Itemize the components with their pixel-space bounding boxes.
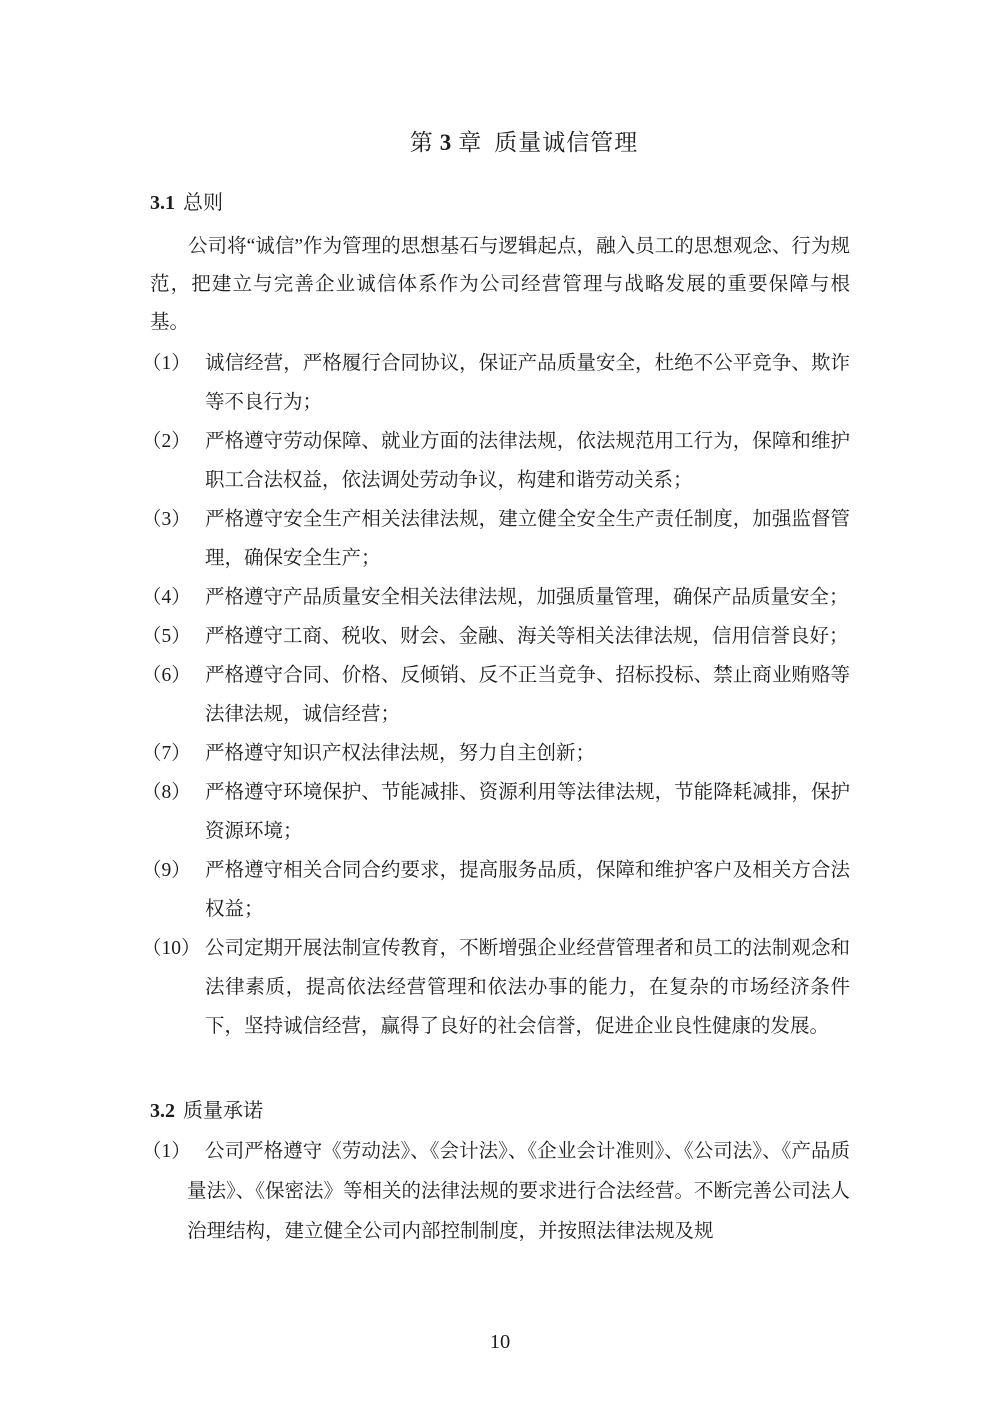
- item-number: （2）: [142, 431, 191, 452]
- section-number: 3.2: [150, 1100, 175, 1122]
- item-number: （10）: [142, 938, 201, 959]
- item-text: 严格遵守产品质量安全相关法律法规，加强质量管理，确保产品质量安全；: [205, 587, 849, 608]
- list-3-2: [142, 1132, 851, 1252]
- list-item: [142, 656, 850, 734]
- list-item: [142, 929, 850, 1046]
- list-3-1: [142, 344, 850, 1046]
- page-content: [142, 126, 851, 1357]
- section-title: 总则: [183, 192, 223, 214]
- item-text: 严格遵守合同、价格、反倾销、反不正当竞争、招标投标、禁止商业贿赂等法律法规，诚信经营；: [205, 665, 850, 725]
- item-number: （6）: [142, 665, 191, 686]
- item-text: 严格遵守环境保护、节能减排、资源利用等法律法规，节能降耗减排，保护资源环境；: [205, 782, 850, 842]
- section-title: 质量承诺: [183, 1100, 263, 1122]
- item-number: （5）: [142, 626, 191, 647]
- page-footer: [150, 1327, 850, 1357]
- chapter-title: [150, 126, 850, 160]
- item-number: （9）: [142, 860, 191, 881]
- section-number: 3.1: [150, 192, 175, 214]
- list-item: [142, 734, 850, 773]
- item-number: （7）: [142, 743, 191, 764]
- list-item: [142, 617, 850, 656]
- item-text: 公司定期开展法制宣传教育，不断增强企业经营管理者和员工的法制观念和法律素质，提高依法经营管理和依法办事的能力，在复杂的市场经济条件下，坚持诚信经营，赢得了良好的社会信誉，促进企业良性健康的发展。: [205, 938, 850, 1037]
- section-heading-3-1: [150, 188, 850, 218]
- item-text: 严格遵守劳动保障、就业方面的法律法规，依法规范用工行为，保障和维护职工合法权益，依法调处劳动争议，构建和谐劳动关系；: [205, 431, 850, 491]
- chapter-title-prefix: 第: [409, 130, 434, 155]
- item-text: 公司严格遵守《劳动法》、《会计法》、《企业会计准则》、《公司法》、《产品质量法》、《保密法》等相关的法律法规的要求进行合法经营。不断完善公司法人治理结构，建立健全公司内部控制制度，并按照法律法规及规: [187, 1141, 851, 1242]
- item-number: （3）: [142, 509, 191, 530]
- list-item: [142, 1132, 851, 1252]
- list-item: [142, 344, 850, 422]
- item-text: 严格遵守知识产权法律法规，努力自主创新；: [205, 743, 596, 764]
- chapter-title-suffix: 章: [458, 130, 483, 155]
- page-number: 10: [489, 1331, 511, 1353]
- list-item: [142, 500, 850, 578]
- intro-paragraph: 公司将“诚信”作为管理的思想基石与逻辑起点，融入员工的思想观念、行为规范，把建立与完善企业诚信体系作为公司经营管理与战略发展的重要保障与根基。: [150, 236, 850, 333]
- item-text: 诚信经营，严格履行合同协议，保证产品质量安全，杜绝不公平竞争、欺诈等不良行为；: [205, 353, 850, 413]
- list-item: [142, 422, 850, 500]
- section-heading-3-2: [150, 1096, 850, 1126]
- item-number: （1）: [142, 353, 191, 374]
- item-text: 严格遵守工商、税收、财会、金融、海关等相关法律法规，信用信誉良好；: [205, 626, 849, 647]
- chapter-title-text: 质量诚信管理: [494, 130, 639, 155]
- chapter-number: 3: [439, 130, 453, 155]
- item-number: （8）: [142, 782, 191, 803]
- list-item: [142, 578, 850, 617]
- list-item: [142, 773, 850, 851]
- item-text: 严格遵守安全生产相关法律法规，建立健全安全生产责任制度，加强监督管理，确保安全生产；: [205, 509, 850, 569]
- item-text: 严格遵守相关合同合约要求，提高服务品质，保障和维护客户及相关方合法权益；: [205, 860, 850, 920]
- list-item: [142, 851, 850, 929]
- item-number: （4）: [142, 587, 191, 608]
- item-number: （1）: [142, 1141, 191, 1162]
